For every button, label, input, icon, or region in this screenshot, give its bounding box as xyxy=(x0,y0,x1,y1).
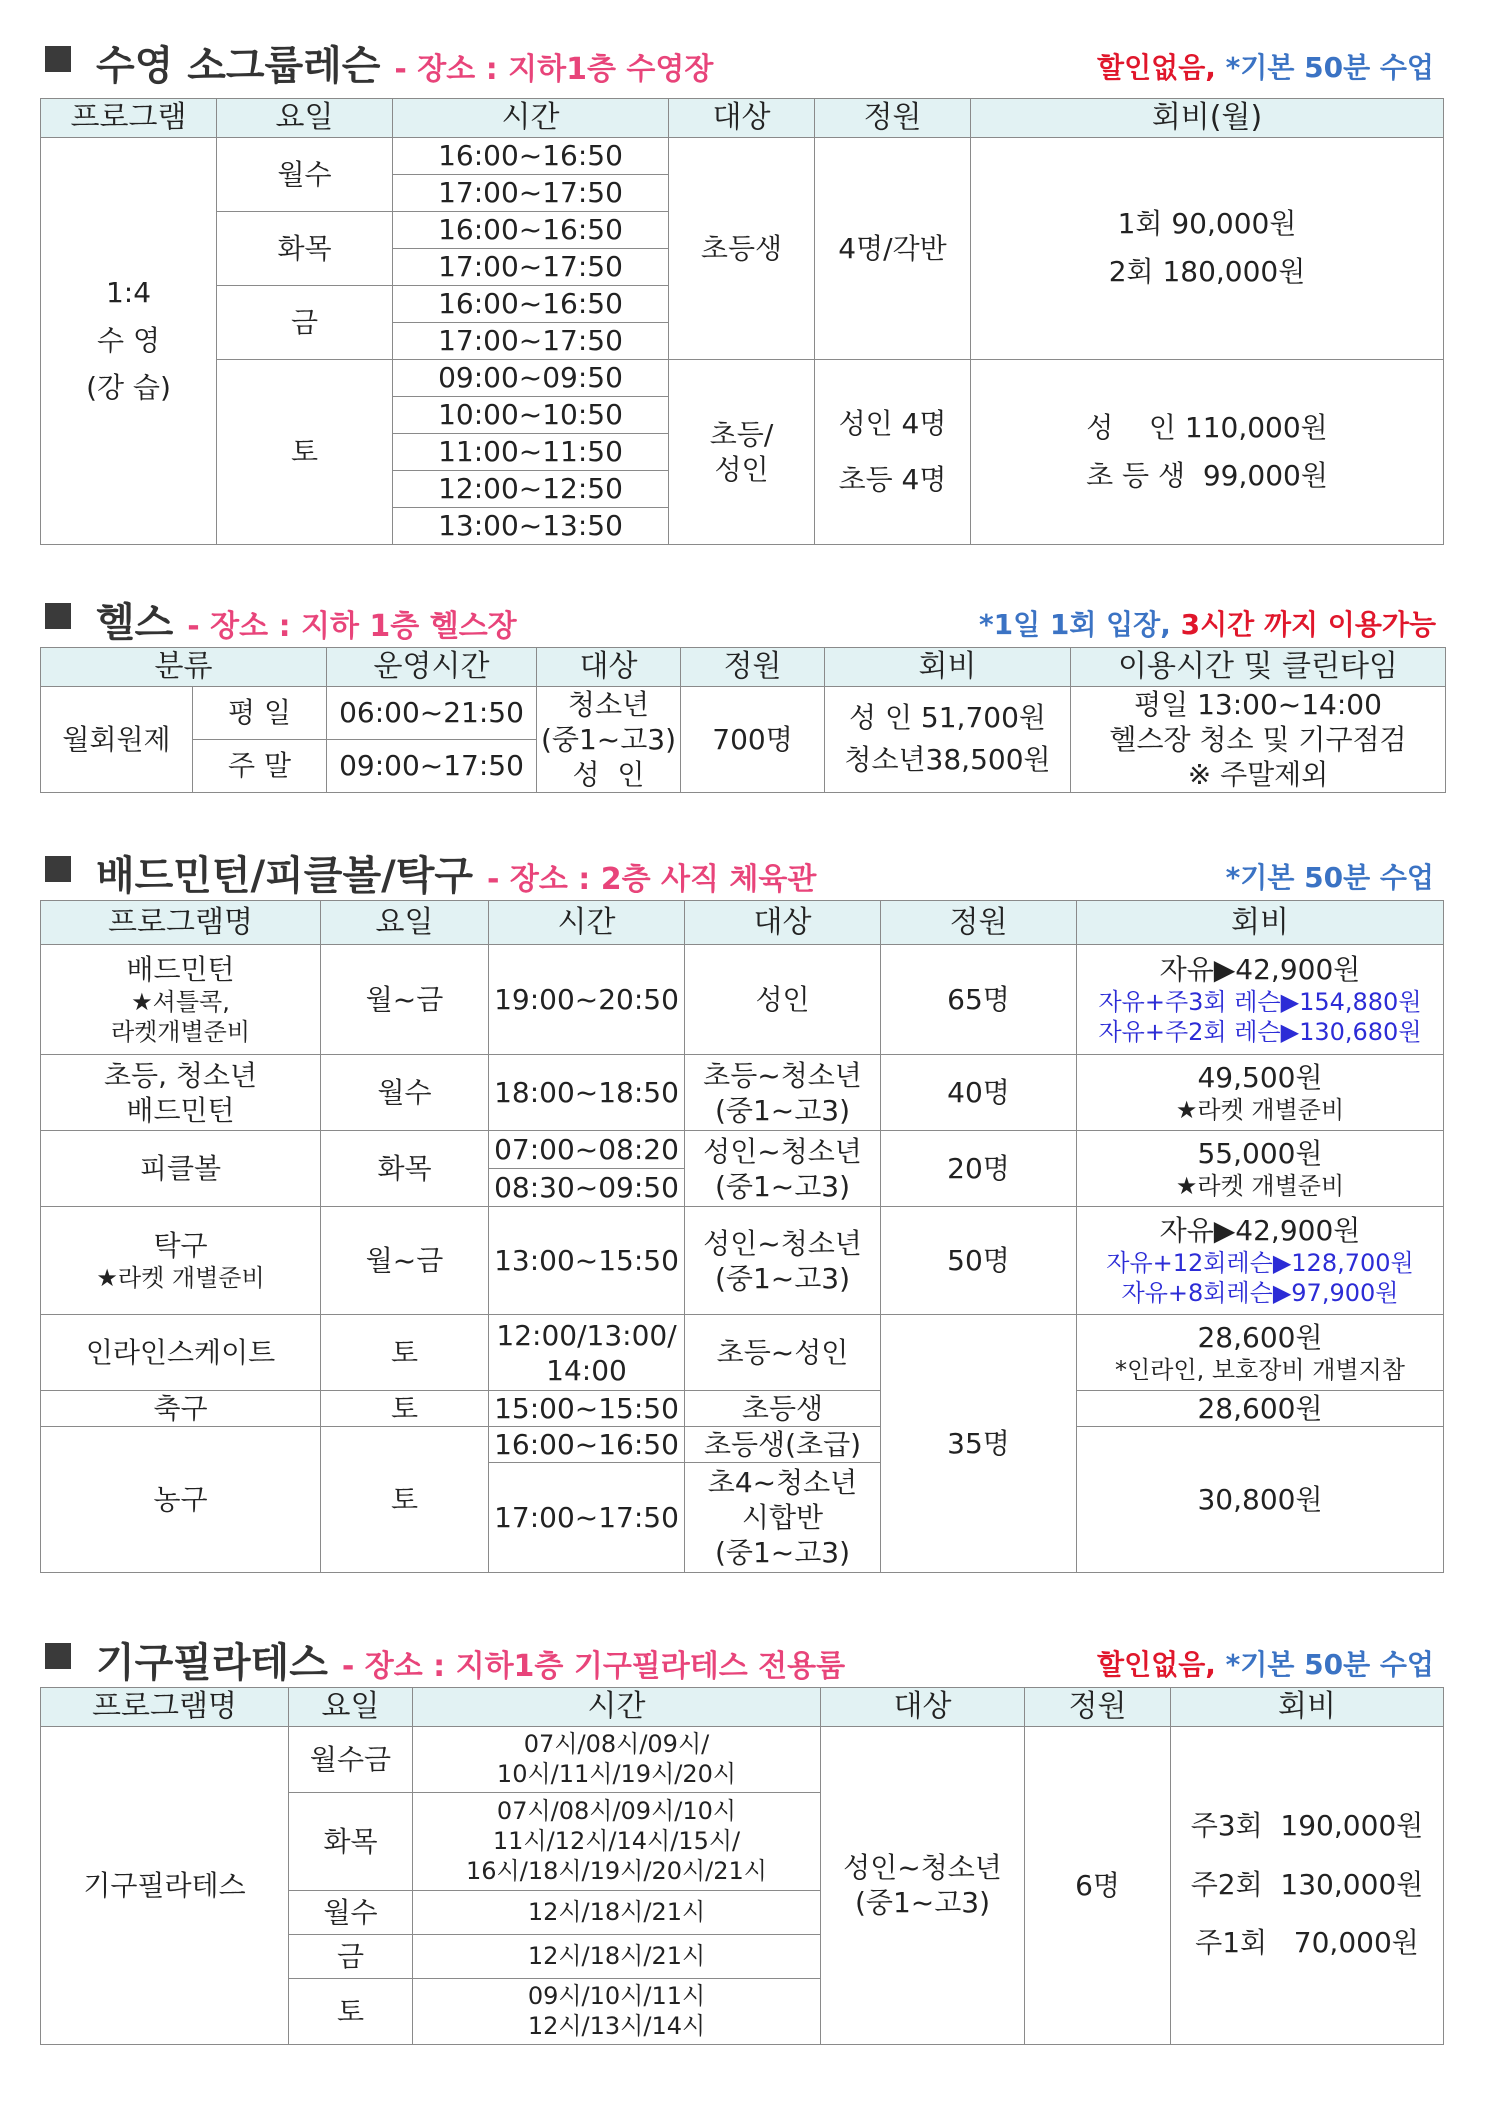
time-cell: 12시/18시/21시 xyxy=(413,1890,821,1934)
time-cell: 15:00~15:50 xyxy=(489,1391,685,1427)
time-cell: 12:00/13:00/ 14:00 xyxy=(489,1315,685,1391)
time-cell: 10:00~10:50 xyxy=(393,396,669,433)
fee-cell: 성 인 110,000원 초 등 생 99,000원 xyxy=(971,359,1444,544)
target-cell: 초등~성인 xyxy=(685,1315,881,1391)
program-cell: 초등, 청소년 배드민턴 xyxy=(41,1055,321,1131)
target-cell: 초등생 xyxy=(685,1391,881,1427)
square-bullet-icon xyxy=(45,856,71,882)
hours-cell: 06:00~21:50 xyxy=(327,686,537,739)
time-cell: 08:30~09:50 xyxy=(489,1169,685,1207)
health-header xyxy=(40,585,1446,646)
health-location: - 장소 : 지하 1층 헬스장 xyxy=(187,609,517,644)
col-header: 분류 xyxy=(41,648,327,687)
day-cell: 월수 xyxy=(321,1055,489,1131)
col-header: 시간 xyxy=(413,1688,821,1727)
col-header: 요일 xyxy=(289,1688,413,1727)
day-cell: 토 xyxy=(321,1427,489,1573)
col-header: 대상 xyxy=(821,1688,1025,1727)
capacity-cell: 6명 xyxy=(1025,1726,1171,2044)
pilates-location: - 장소 : 지하1층 기구필라테스 전용룸 xyxy=(341,1649,846,1684)
day-cell: 월수 xyxy=(217,137,393,211)
pilates-section xyxy=(40,1625,1444,2045)
day-cell: 월수금 xyxy=(289,1726,413,1792)
capacity-cell: 35명 xyxy=(881,1315,1077,1573)
time-cell: 16:00~16:50 xyxy=(393,285,669,322)
program-cell: 기구필라테스 xyxy=(41,1726,289,2044)
program-cell: 인라인스케이트 xyxy=(41,1315,321,1391)
col-header: 회비 xyxy=(825,648,1071,687)
health-table xyxy=(40,647,1446,793)
hours-cell: 09:00~17:50 xyxy=(327,739,537,792)
col-header: 회비 xyxy=(1077,901,1444,945)
col-header: 프로그램 xyxy=(41,99,217,138)
col-header: 프로그램명 xyxy=(41,901,321,945)
target-cell: 초등생 xyxy=(669,137,815,359)
target-cell: 초4~청소년 시합반 (중1~고3) xyxy=(685,1463,881,1573)
health-note: *1일 1회 입장, 3시간 까지 이용가능 xyxy=(978,608,1436,641)
fee-cell: 성 인 51,700원 청소년38,500원 xyxy=(825,686,1071,792)
fee-cell: 28,600원 xyxy=(1077,1391,1444,1427)
time-cell: 17:00~17:50 xyxy=(393,322,669,359)
day-cell: 월~금 xyxy=(321,1207,489,1315)
program-cell: 축구 xyxy=(41,1391,321,1427)
day-cell: 화목 xyxy=(321,1131,489,1207)
col-header: 회비(월) xyxy=(971,99,1444,138)
day-cell: 토 xyxy=(289,1978,413,2044)
swim-location: - 장소 : 지하1층 수영장 xyxy=(394,52,714,87)
col-header: 대상 xyxy=(537,648,681,687)
time-cell: 18:00~18:50 xyxy=(489,1055,685,1131)
time-cell: 17:00~17:50 xyxy=(393,174,669,211)
day-cell: 월~금 xyxy=(321,945,489,1055)
pilates-table xyxy=(40,1687,1444,2045)
program-cell: 피클볼 xyxy=(41,1131,321,1207)
col-header: 정원 xyxy=(815,99,971,138)
target-cell: 성인 xyxy=(685,945,881,1055)
day-cell: 토 xyxy=(321,1391,489,1427)
square-bullet-icon xyxy=(45,46,71,72)
time-cell: 12시/18시/21시 xyxy=(413,1934,821,1978)
fee-cell: 30,800원 xyxy=(1077,1427,1444,1573)
time-cell: 07시/08시/09시/10시 11시/12시/14시/15시/ 16시/18시/19시/20시/21시 xyxy=(413,1792,821,1890)
time-cell: 11:00~11:50 xyxy=(393,433,669,470)
fee-cell: 1회 90,000원 2회 180,000원 xyxy=(971,137,1444,359)
health-section xyxy=(40,585,1446,793)
col-header: 시간 xyxy=(393,99,669,138)
time-cell: 16:00~16:50 xyxy=(393,211,669,248)
col-header: 회비 xyxy=(1171,1688,1444,1727)
capacity-cell: 65명 xyxy=(881,945,1077,1055)
time-cell: 07시/08시/09시/ 10시/11시/19시/20시 xyxy=(413,1726,821,1792)
target-cell: 성인~청소년 (중1~고3) xyxy=(685,1131,881,1207)
col-header: 정원 xyxy=(681,648,825,687)
square-bullet-icon xyxy=(45,603,71,629)
pilates-header xyxy=(40,1625,1444,1686)
time-cell: 09:00~09:50 xyxy=(393,359,669,396)
time-cell: 16:00~16:50 xyxy=(393,137,669,174)
program-cell: 탁구 ★라켓 개별준비 xyxy=(41,1207,321,1315)
col-header: 요일 xyxy=(321,901,489,945)
weekend-cell: 주 말 xyxy=(193,739,327,792)
col-header: 이용시간 및 클린타임 xyxy=(1071,648,1446,687)
fee-cell: 자유▶42,900원 자유+주3회 레슨▶154,880원 자유+주2회 레슨▶130,680원 xyxy=(1077,945,1444,1055)
capacity-cell: 40명 xyxy=(881,1055,1077,1131)
target-cell: 성인~청소년 (중1~고3) xyxy=(821,1726,1025,2044)
day-cell: 토 xyxy=(321,1315,489,1391)
pilates-note: 할인없음, *기본 50분 수업 xyxy=(1097,1648,1434,1681)
swim-section xyxy=(40,28,1444,545)
fee-cell: 주3회 190,000원 주2회 130,000원 주1회 70,000원 xyxy=(1171,1726,1444,2044)
clean-time-cell: 평일 13:00~14:00 헬스장 청소 및 기구점검 ※ 주말제외 xyxy=(1071,686,1446,792)
col-header: 대상 xyxy=(669,99,815,138)
swim-header xyxy=(40,28,1444,89)
program-cell: 농구 xyxy=(41,1427,321,1573)
col-header: 정원 xyxy=(881,901,1077,945)
square-bullet-icon xyxy=(45,1643,71,1669)
sports-title: 배드민턴/피클볼/탁구 - 장소 : 2층 사직 체육관 xyxy=(96,853,817,899)
day-cell: 월수 xyxy=(289,1890,413,1934)
capacity-cell: 20명 xyxy=(881,1131,1077,1207)
time-cell: 17:00~17:50 xyxy=(489,1463,685,1573)
sports-location: - 장소 : 2층 사직 체육관 xyxy=(486,862,817,897)
fee-cell: 55,000원 ★라켓 개별준비 xyxy=(1077,1131,1444,1207)
time-cell: 17:00~17:50 xyxy=(393,248,669,285)
col-header: 운영시간 xyxy=(327,648,537,687)
day-cell: 금 xyxy=(217,285,393,359)
sports-header xyxy=(40,838,1444,899)
col-header: 대상 xyxy=(685,901,881,945)
col-header: 정원 xyxy=(1025,1688,1171,1727)
time-cell: 13:00~13:50 xyxy=(393,507,669,544)
time-cell: 07:00~08:20 xyxy=(489,1131,685,1169)
col-header: 프로그램명 xyxy=(41,1688,289,1727)
sports-table xyxy=(40,900,1444,1573)
sports-section xyxy=(40,838,1444,1573)
target-cell: 초등/ 성인 xyxy=(669,359,815,544)
target-cell: 성인~청소년 (중1~고3) xyxy=(685,1207,881,1315)
time-cell: 12:00~12:50 xyxy=(393,470,669,507)
capacity-cell: 700명 xyxy=(681,686,825,792)
col-header: 요일 xyxy=(217,99,393,138)
fee-cell: 49,500원 ★라켓 개별준비 xyxy=(1077,1055,1444,1131)
pilates-title: 기구필라테스 - 장소 : 지하1층 기구필라테스 전용룸 xyxy=(96,1640,846,1686)
swim-note: 할인없음, *기본 50분 수업 xyxy=(1097,51,1434,84)
time-cell: 16:00~16:50 xyxy=(489,1427,685,1463)
sports-note: *기본 50분 수업 xyxy=(1225,861,1434,894)
fee-cell: 28,600원 *인라인, 보호장비 개별지참 xyxy=(1077,1315,1444,1391)
time-cell: 09시/10시/11시 12시/13시/14시 xyxy=(413,1978,821,2044)
target-cell: 초등생(초급) xyxy=(685,1427,881,1463)
capacity-cell: 성인 4명 초등 4명 xyxy=(815,359,971,544)
health-title: 헬스 - 장소 : 지하 1층 헬스장 xyxy=(96,600,517,646)
target-cell: 초등~청소년 (중1~고3) xyxy=(685,1055,881,1131)
capacity-cell: 4명/각반 xyxy=(815,137,971,359)
category-cell: 월회원제 xyxy=(41,686,193,792)
day-cell: 토 xyxy=(217,359,393,544)
swim-title: 수영 소그룹레슨 - 장소 : 지하1층 수영장 xyxy=(96,43,714,89)
col-header: 시간 xyxy=(489,901,685,945)
program-cell: 1:4 수 영 (강 습) xyxy=(41,137,217,544)
day-cell: 화목 xyxy=(217,211,393,285)
time-cell: 13:00~15:50 xyxy=(489,1207,685,1315)
time-cell: 19:00~20:50 xyxy=(489,945,685,1055)
swim-table xyxy=(40,98,1444,545)
target-cell: 청소년 (중1~고3) 성 인 xyxy=(537,686,681,792)
program-cell: 배드민턴 ★셔틀콕, 라켓개별준비 xyxy=(41,945,321,1055)
weekday-cell: 평 일 xyxy=(193,686,327,739)
day-cell: 화목 xyxy=(289,1792,413,1890)
fee-cell: 자유▶42,900원 자유+12회레슨▶128,700원 자유+8회레슨▶97,900원 xyxy=(1077,1207,1444,1315)
day-cell: 금 xyxy=(289,1934,413,1978)
capacity-cell: 50명 xyxy=(881,1207,1077,1315)
